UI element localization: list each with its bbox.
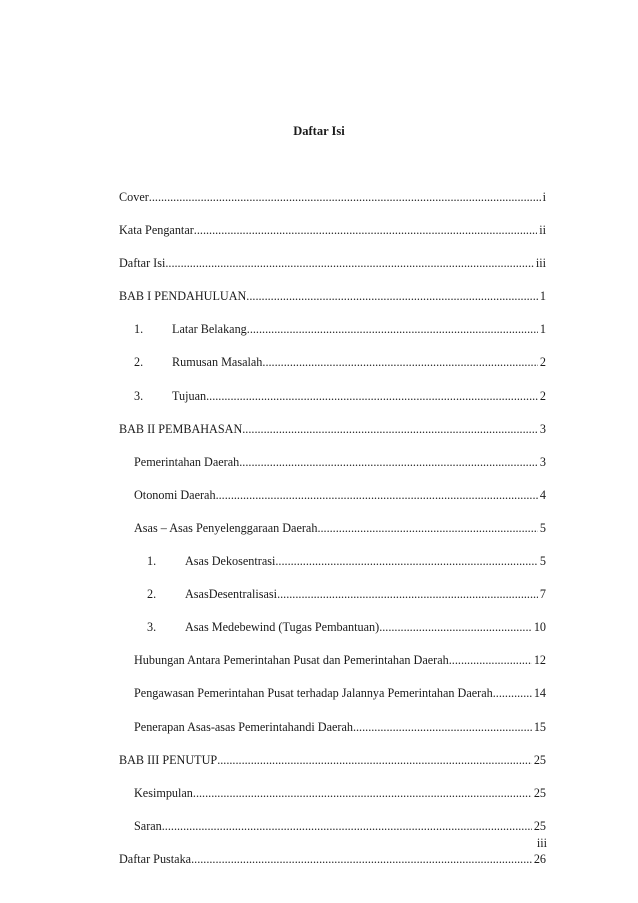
toc-entry-label: Latar Belakang	[172, 322, 247, 337]
toc-entry-label: Pengawasan Pemerintahan Pusat terhadap Jalannya Pemerintahan Daerah	[134, 686, 493, 701]
toc-entry-label: Asas Medebewind (Tugas Pembantuan)	[185, 620, 380, 635]
toc-leader-dots	[353, 720, 532, 735]
toc-entry-number: 3.	[134, 388, 144, 403]
toc-leader-dots	[275, 554, 538, 569]
toc-entry-label: Asas – Asas Penyelenggaraan Daerah	[134, 520, 318, 535]
toc-entry	[119, 819, 546, 852]
toc-leader-dots	[162, 819, 532, 834]
toc-entry-label: Pemerintahan Daerah	[134, 454, 240, 469]
toc-entry	[119, 289, 546, 322]
toc-entry-page: iii	[535, 256, 546, 271]
toc-entry-page: 25	[533, 818, 546, 833]
toc-leader-dots	[449, 653, 532, 668]
toc-leader-dots	[165, 256, 533, 271]
toc-entry-label: Kata Pengantar	[119, 223, 194, 238]
toc-entry-page: 5	[539, 520, 546, 535]
toc-entry	[119, 455, 546, 488]
toc-entry-label: Tujuan	[172, 388, 207, 403]
toc-leader-dots	[191, 852, 532, 867]
toc-entry-label: Saran	[134, 818, 162, 833]
toc-entry-page: ii	[539, 223, 546, 238]
toc-entry-page: 3	[539, 421, 546, 436]
toc-entry-number: 1.	[134, 322, 144, 337]
toc-entry-label: Otonomi Daerah	[134, 487, 216, 502]
toc-leader-dots	[149, 190, 541, 205]
toc-entry	[119, 223, 546, 256]
toc-leader-dots	[242, 422, 538, 437]
toc-entry-page: 2	[539, 355, 546, 370]
toc-leader-dots	[217, 753, 532, 768]
toc-entry	[119, 190, 546, 223]
toc-entry	[119, 786, 546, 819]
page-title: Daftar Isi	[293, 124, 345, 138]
toc-entry-label: Asas Dekosentrasi	[185, 554, 276, 569]
toc-entry-page: i	[542, 190, 546, 204]
toc-leader-dots	[216, 488, 538, 503]
toc-entry-label: Daftar Pustaka	[119, 851, 192, 866]
toc-leader-dots	[379, 620, 532, 635]
toc-entry-page: 26	[533, 851, 546, 866]
toc-entry-label: Kesimpulan	[134, 785, 193, 800]
toc-entry-page: 15	[533, 719, 546, 734]
toc-entry	[119, 620, 546, 653]
toc-entry	[119, 355, 546, 388]
toc-entry-page: 3	[539, 454, 546, 469]
toc-entry-label: Rumusan Masalah	[172, 355, 263, 370]
toc-entry-page: 1	[539, 322, 546, 337]
toc-entry-label: BAB III PENUTUP	[119, 752, 218, 767]
toc-entry	[119, 587, 546, 620]
toc-entry-label: BAB II PEMBAHASAN	[119, 421, 243, 436]
table-of-contents	[119, 190, 546, 885]
toc-leader-dots	[247, 322, 538, 337]
toc-entry-page: 4	[539, 487, 546, 502]
toc-leader-dots	[493, 686, 532, 701]
toc-entry	[119, 852, 546, 885]
toc-leader-dots	[239, 455, 538, 470]
toc-entry	[119, 488, 546, 521]
toc-leader-dots	[262, 355, 538, 370]
toc-entry-number: 1.	[147, 554, 157, 569]
toc-entry-label: BAB I PENDAHULUAN	[119, 289, 247, 304]
toc-leader-dots	[193, 786, 532, 801]
toc-entry-page: 1	[539, 289, 546, 304]
toc-entry	[119, 256, 546, 289]
toc-entry-label: AsasDesentralisasi	[185, 587, 278, 602]
toc-entry	[119, 653, 546, 686]
toc-entry	[119, 686, 546, 719]
toc-entry	[119, 720, 546, 753]
toc-leader-dots	[194, 223, 537, 238]
toc-entry-label: Penerapan Asas-asas Pemerintahandi Daerah	[134, 719, 353, 734]
toc-leader-dots	[246, 289, 538, 304]
toc-entry	[119, 389, 546, 422]
toc-entry-label: Cover	[119, 190, 149, 204]
toc-entry-page: 10	[533, 620, 546, 635]
toc-entry	[119, 422, 546, 455]
toc-entry-page: 14	[533, 686, 546, 701]
toc-entry-page: 25	[533, 785, 546, 800]
toc-entry	[119, 322, 546, 355]
toc-entry	[119, 554, 546, 587]
toc-entry-page: 5	[539, 554, 546, 569]
toc-entry-number: 2.	[147, 587, 157, 602]
toc-entry-page: 12	[533, 653, 546, 668]
toc-entry-number: 2.	[134, 355, 144, 370]
toc-entry-page: 2	[539, 388, 546, 403]
toc-entry-page: 7	[539, 587, 546, 602]
toc-leader-dots	[206, 389, 538, 404]
toc-leader-dots	[277, 587, 538, 602]
toc-entry-number: 3.	[147, 620, 157, 635]
page-number: iii	[536, 836, 547, 850]
toc-entry	[119, 753, 546, 786]
toc-entry	[119, 521, 546, 554]
toc-entry-label: Hubungan Antara Pemerintahan Pusat dan Pemerintahan Daerah	[134, 653, 449, 668]
toc-entry-label: Daftar Isi	[119, 256, 166, 271]
toc-entry-page: 25	[533, 752, 546, 767]
toc-leader-dots	[317, 521, 537, 536]
